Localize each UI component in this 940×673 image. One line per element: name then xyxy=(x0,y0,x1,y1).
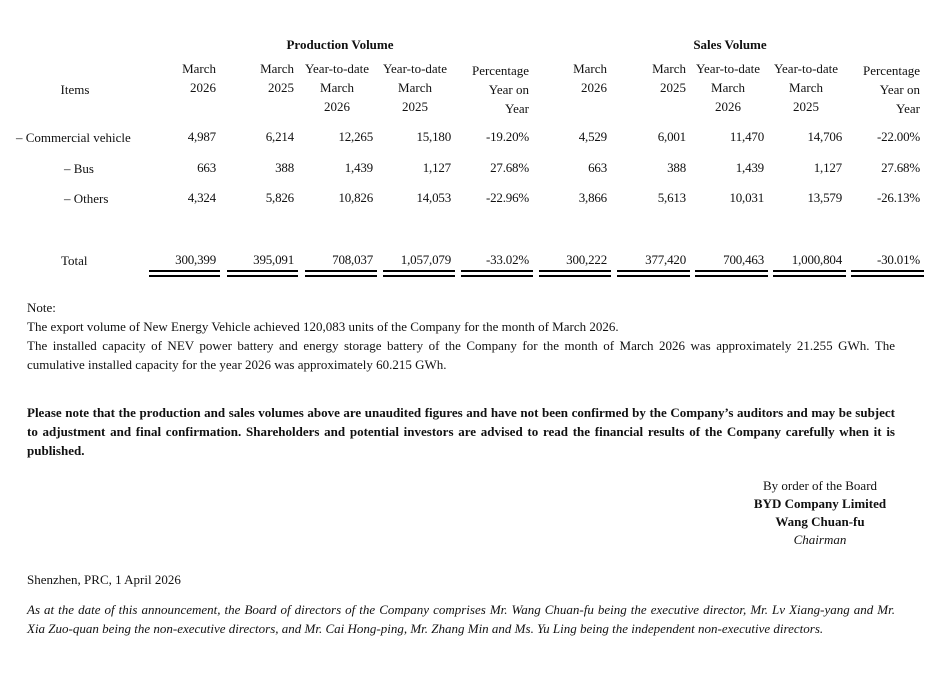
column-header-line: 2026 xyxy=(581,80,607,95)
table-cell: 4,324 xyxy=(187,190,216,205)
table-cell: 663 xyxy=(588,160,607,175)
table-cell: 12,265 xyxy=(338,129,373,144)
signature-name: Wang Chuan-fu xyxy=(775,514,865,529)
column-header xyxy=(140,59,216,97)
table-cell: 1,127 xyxy=(422,160,451,175)
signature-title: Chairman xyxy=(793,532,847,547)
total-cell: 1,000,804 xyxy=(791,252,842,267)
row-label-bus: – Bus xyxy=(64,161,94,176)
table-cell: 10,031 xyxy=(729,190,764,205)
note-line-export: The export volume of New Energy Vehicle achieved 120,083 units of the Company for the month of March 2026. xyxy=(27,319,619,334)
column-header-line: March xyxy=(320,80,354,95)
table-cell: 3,866 xyxy=(578,190,607,205)
column-header xyxy=(218,59,294,97)
total-underline xyxy=(383,270,455,277)
row-label-total: Total xyxy=(61,253,88,268)
table-cell: 5,613 xyxy=(657,190,686,205)
table-cell: -22.96% xyxy=(485,190,529,205)
note-line-battery: The installed capacity of NEV power battery and energy storage battery of the Company for the month of March 2026 was approximately 21.255 GWh. The cumulative installed capacity for the year 2026 was approximately 60.215 GWh. xyxy=(27,338,895,372)
table-cell: 388 xyxy=(275,160,294,175)
total-underline xyxy=(851,270,924,277)
column-header xyxy=(768,59,844,116)
column-header-line: 2026 xyxy=(715,99,741,114)
table-cell: 13,579 xyxy=(807,190,842,205)
column-header xyxy=(299,59,375,116)
column-header-line: Percentage xyxy=(471,63,529,78)
column-header-line: March xyxy=(182,61,216,76)
items-column-header: Items xyxy=(60,82,90,97)
table-cell: 14,053 xyxy=(416,190,451,205)
total-cell: 395,091 xyxy=(253,252,294,267)
total-cell: -33.02% xyxy=(485,252,529,267)
column-header xyxy=(690,59,766,116)
table-cell: 6,214 xyxy=(265,129,294,144)
column-header-line: March xyxy=(789,80,823,95)
note-heading: Note: xyxy=(27,300,56,315)
column-header-line: 2025 xyxy=(660,80,686,95)
column-header xyxy=(844,61,920,118)
column-header-line: March xyxy=(398,80,432,95)
total-cell: 300,222 xyxy=(566,252,607,267)
total-underline xyxy=(617,270,690,277)
column-header xyxy=(531,59,607,97)
signature-block xyxy=(740,477,900,549)
column-header-line: 2026 xyxy=(190,80,216,95)
table-cell: 27.68% xyxy=(490,160,529,175)
total-underline xyxy=(227,270,298,277)
column-header-line: 2025 xyxy=(402,99,428,114)
column-header xyxy=(610,59,686,97)
table-cell: 4,987 xyxy=(187,129,216,144)
column-header-line: March xyxy=(573,61,607,76)
table-cell: 10,826 xyxy=(338,190,373,205)
table-cell: 388 xyxy=(667,160,686,175)
total-underline xyxy=(773,270,846,277)
total-cell: 708,037 xyxy=(332,252,373,267)
column-header-line: Percentage xyxy=(862,63,920,78)
total-underline xyxy=(461,270,533,277)
row-label-commercial-vehicle: – Commercial vehicle xyxy=(16,130,131,145)
place-date: Shenzhen, PRC, 1 April 2026 xyxy=(27,572,181,587)
table-cell: -26.13% xyxy=(876,190,920,205)
column-header-line: Year-to-date xyxy=(304,61,370,76)
sales-volume-header: Sales Volume xyxy=(693,37,767,52)
total-underline xyxy=(695,270,768,277)
column-header-line: Year on xyxy=(879,82,920,97)
signature-company: BYD Company Limited xyxy=(753,496,887,511)
column-header-line: March xyxy=(711,80,745,95)
disclaimer: Please note that the production and sales volumes above are unaudited figures and have not been confirmed by the Company’s auditors and may be subject to adjustment and final confirmation. Shareholders and potential investors are advised to read the financial results of the Company carefully when it is published. xyxy=(27,405,895,458)
column-header-line: 2026 xyxy=(324,99,350,114)
production-volume-header: Production Volume xyxy=(286,37,394,52)
total-cell: 1,057,079 xyxy=(400,252,451,267)
total-underline xyxy=(539,270,611,277)
column-header-line: Year on xyxy=(488,82,529,97)
column-header-line: Year xyxy=(896,101,920,116)
total-underline xyxy=(305,270,377,277)
total-cell: -30.01% xyxy=(876,252,920,267)
table-cell: -19.20% xyxy=(485,129,529,144)
table-cell: 1,439 xyxy=(735,160,764,175)
total-cell: 700,463 xyxy=(723,252,764,267)
table-cell: 27.68% xyxy=(881,160,920,175)
board-statement: As at the date of this announcement, the Board of directors of the Company comprises Mr. Wang Chuan-fu being the executive director, Mr. Lv Xiang-yang and Mr. Xia Zuo-quan being the non-executive directors, and Mr. Cai Hong-ping, Mr. Zhang Min and Ms. Yu Ling being the independent non-executive directors. xyxy=(27,602,895,636)
row-label-others: – Others xyxy=(64,191,109,206)
table-cell: 14,706 xyxy=(807,129,842,144)
column-header xyxy=(453,61,529,118)
table-cell: -22.00% xyxy=(876,129,920,144)
table-cell: 663 xyxy=(197,160,216,175)
total-cell: 377,420 xyxy=(645,252,686,267)
column-header-line: Year xyxy=(505,101,529,116)
column-header-line: March xyxy=(652,61,686,76)
total-cell: 300,399 xyxy=(175,252,216,267)
signature-order: By order of the Board xyxy=(762,478,878,493)
table-cell: 5,826 xyxy=(265,190,294,205)
column-header-line: Year-to-date xyxy=(773,61,839,76)
table-cell: 1,127 xyxy=(813,160,842,175)
table-cell: 1,439 xyxy=(344,160,373,175)
column-header-line: Year-to-date xyxy=(382,61,448,76)
table-cell: 15,180 xyxy=(416,129,451,144)
total-underline xyxy=(149,270,220,277)
column-header-line: 2025 xyxy=(268,80,294,95)
column-header-line: March xyxy=(260,61,294,76)
table-cell: 4,529 xyxy=(578,129,607,144)
column-header-line: Year-to-date xyxy=(695,61,761,76)
table-cell: 6,001 xyxy=(657,129,686,144)
column-header xyxy=(377,59,453,116)
table-cell: 11,470 xyxy=(729,129,764,144)
column-header-line: 2025 xyxy=(793,99,819,114)
